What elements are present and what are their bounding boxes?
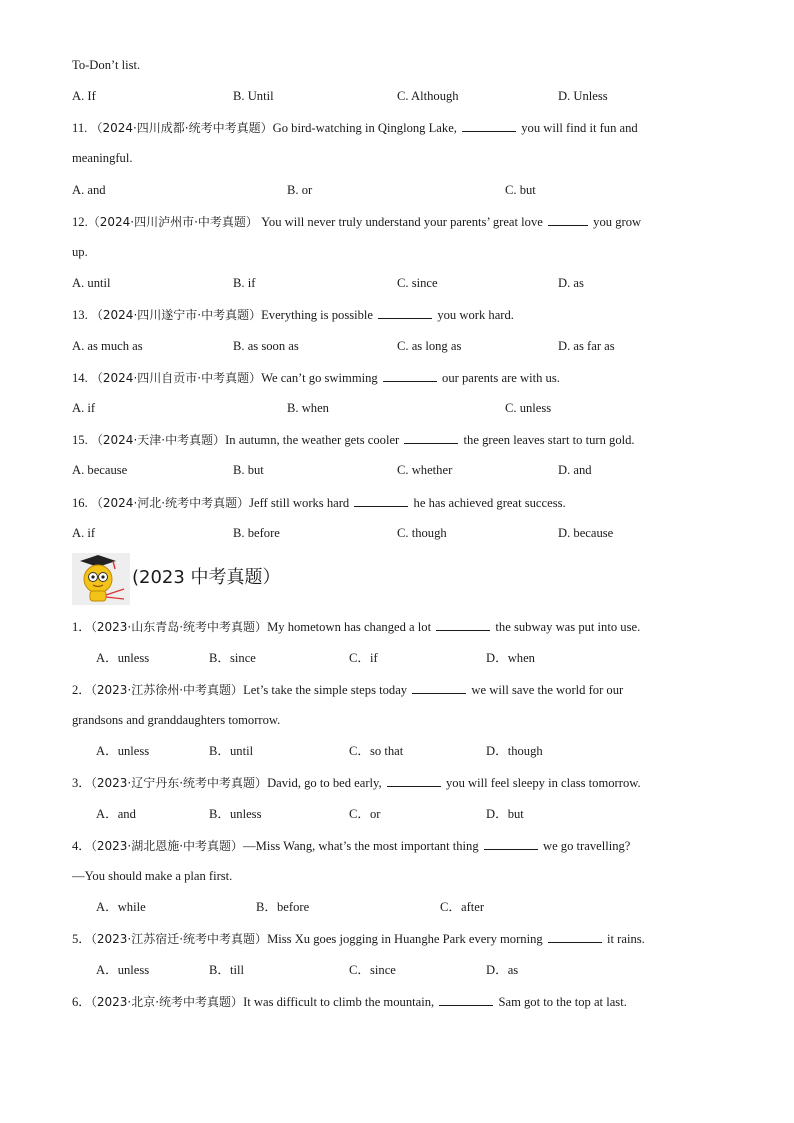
- answer-blank[interactable]: [484, 837, 538, 850]
- question-number: 14.: [72, 371, 88, 385]
- question-5: [72, 930, 714, 947]
- question-text: Everything is possible: [261, 308, 374, 322]
- question-2-continuation: grandsons and granddaughters tomorrow.: [72, 713, 281, 727]
- option-c[interactable]: C. since: [397, 276, 438, 290]
- option-a[interactable]: A. as much as: [72, 339, 143, 353]
- option-c[interactable]: C．or: [349, 807, 381, 821]
- question-text: Miss Xu goes jogging in Huanghe Park every morning: [267, 932, 543, 946]
- question-number: 1．: [72, 620, 91, 634]
- question-source: （2023·辽宁丹东·统考中考真题）: [90, 776, 268, 790]
- question-text: My hometown has changed a lot: [267, 620, 432, 634]
- question-4: [72, 837, 714, 854]
- option-d[interactable]: D．but: [486, 807, 524, 821]
- question-number: 2．: [72, 683, 91, 697]
- option-b[interactable]: B．since: [209, 651, 256, 665]
- question-continuation: To-Don’t list.: [72, 58, 141, 72]
- answer-blank[interactable]: [548, 930, 602, 943]
- question-number: 4．: [72, 839, 91, 853]
- question-text: the green leaves start to turn gold.: [463, 433, 635, 447]
- question-text: You will never truly understand your parents’ great love: [261, 215, 543, 229]
- question-text: It was difficult to climb the mountain,: [243, 995, 435, 1009]
- option-b[interactable]: B. as soon as: [233, 339, 299, 353]
- option-b[interactable]: B. Until: [233, 89, 274, 103]
- option-a[interactable]: A. if: [72, 401, 96, 415]
- question-source: （2024·四川泸州市·中考真题）: [87, 215, 258, 229]
- option-c[interactable]: C．since: [349, 963, 396, 977]
- question-text: he has achieved great success.: [413, 496, 566, 510]
- mascot-graduate-icon: [72, 553, 130, 605]
- option-a[interactable]: A. and: [72, 183, 106, 197]
- option-d[interactable]: D. because: [558, 526, 614, 540]
- option-a[interactable]: A．and: [96, 807, 136, 821]
- option-d[interactable]: D．as: [486, 963, 519, 977]
- answer-blank[interactable]: [387, 774, 441, 787]
- option-b[interactable]: B. but: [233, 463, 264, 477]
- option-c[interactable]: C. Although: [397, 89, 459, 103]
- question-number: 12.: [72, 215, 88, 229]
- question-13: [72, 306, 714, 323]
- option-b[interactable]: B. when: [287, 401, 329, 415]
- question-source: （2023·北京·统考中考真题）: [90, 995, 244, 1009]
- question-6: [72, 993, 714, 1010]
- question-1: [72, 618, 714, 635]
- answer-blank[interactable]: [378, 306, 432, 319]
- option-c[interactable]: C. whether: [397, 463, 453, 477]
- question-12: [72, 213, 714, 230]
- question-source: （2024·河北·统考中考真题）: [90, 496, 250, 510]
- question-number: 15.: [72, 433, 88, 447]
- question-text: you will feel sleepy in class tomorrow.: [445, 776, 641, 790]
- question-number: 5．: [72, 932, 91, 946]
- option-c[interactable]: C. but: [505, 183, 536, 197]
- question-2: [72, 681, 714, 698]
- question-text: We can’t go swimming: [261, 371, 378, 385]
- option-a[interactable]: A．unless: [96, 651, 150, 665]
- option-a[interactable]: A. if: [72, 526, 96, 540]
- question-text: Sam got to the top at last.: [498, 995, 627, 1009]
- question-text: the subway was put into use.: [495, 620, 641, 634]
- option-a[interactable]: A. until: [72, 276, 111, 290]
- question-text: Let’s take the simple steps today: [243, 683, 408, 697]
- option-d[interactable]: D. Unless: [558, 89, 608, 103]
- option-b[interactable]: B. before: [233, 526, 280, 540]
- question-text: we will save the world for our: [471, 683, 624, 697]
- option-b[interactable]: B．before: [256, 900, 310, 914]
- question-source: （2024·天津·中考真题）: [90, 433, 226, 447]
- option-c[interactable]: C. as long as: [397, 339, 462, 353]
- question-16: [72, 494, 714, 511]
- question-text: our parents are with us.: [442, 371, 560, 385]
- question-number: 16.: [72, 496, 88, 510]
- option-d[interactable]: D. as far as: [558, 339, 615, 353]
- question-4-answer-line: —You should make a plan first.: [72, 869, 233, 883]
- question-15: [72, 431, 714, 448]
- option-c[interactable]: C．so that: [349, 744, 404, 758]
- question-source: （2023·湖北恩施·中考真题）: [90, 839, 244, 853]
- option-a[interactable]: A．unless: [96, 963, 150, 977]
- answer-blank[interactable]: [404, 431, 458, 444]
- option-a[interactable]: A. because: [72, 463, 128, 477]
- question-14: [72, 369, 714, 386]
- question-text: you work hard.: [437, 308, 514, 322]
- question-text: it rains.: [607, 932, 645, 946]
- option-b[interactable]: B．until: [209, 744, 254, 758]
- option-c[interactable]: C. unless: [505, 401, 552, 415]
- option-a[interactable]: A．unless: [96, 744, 150, 758]
- option-b[interactable]: B. if: [233, 276, 256, 290]
- question-12-continuation: up.: [72, 245, 88, 259]
- question-number: 13.: [72, 308, 88, 322]
- question-text: Go bird-watching in Qinglong Lake,: [272, 121, 457, 135]
- question-source: （2023·江苏徐州·中考真题）: [90, 683, 244, 697]
- question-source: （2024·四川遂宁市·中考真题）: [90, 308, 262, 322]
- question-number: 6．: [72, 995, 91, 1009]
- answer-blank[interactable]: [412, 681, 466, 694]
- answer-blank[interactable]: [462, 119, 516, 132]
- answer-blank[interactable]: [383, 369, 437, 382]
- option-d[interactable]: D. and: [558, 463, 592, 477]
- answer-blank[interactable]: [436, 618, 490, 631]
- option-d[interactable]: D．though: [486, 744, 543, 758]
- answer-blank[interactable]: [548, 213, 588, 226]
- question-text: Jeff still works hard: [249, 496, 350, 510]
- question-11: [72, 119, 714, 136]
- option-b[interactable]: B．till: [209, 963, 244, 977]
- question-11-continuation: meaningful.: [72, 151, 133, 165]
- question-text: you grow: [593, 215, 642, 229]
- question-source: （2023·江苏宿迁·统考中考真题）: [90, 932, 268, 946]
- option-a[interactable]: A．while: [96, 900, 146, 914]
- question-number: 11.: [72, 121, 88, 135]
- question-text: you will find it fun and: [521, 121, 638, 135]
- option-c[interactable]: C．if: [349, 651, 378, 665]
- option-c[interactable]: C．after: [440, 900, 485, 914]
- section-title: (2023 中考真题）: [132, 567, 281, 588]
- question-text: In autumn, the weather gets cooler: [225, 433, 400, 447]
- answer-blank[interactable]: [354, 494, 408, 507]
- option-c[interactable]: C. though: [397, 526, 447, 540]
- question-text: we go travelling?: [542, 839, 631, 853]
- option-a[interactable]: A. If: [72, 89, 96, 103]
- question-source: （2024·四川自贡市·中考真题）: [90, 371, 262, 385]
- question-source: （2023·山东青岛·统考中考真题）: [90, 620, 268, 634]
- question-text: —Miss Wang, what’s the most important thing: [243, 839, 479, 853]
- option-d[interactable]: D. as: [558, 276, 584, 290]
- option-d[interactable]: D．when: [486, 651, 535, 665]
- option-b[interactable]: B. or: [287, 183, 313, 197]
- option-b[interactable]: B．unless: [209, 807, 262, 821]
- question-text: David, go to bed early,: [267, 776, 382, 790]
- question-number: 3．: [72, 776, 91, 790]
- question-source: （2024·四川成都·统考中考真题）: [90, 121, 273, 135]
- question-3: [72, 774, 714, 791]
- answer-blank[interactable]: [439, 993, 493, 1006]
